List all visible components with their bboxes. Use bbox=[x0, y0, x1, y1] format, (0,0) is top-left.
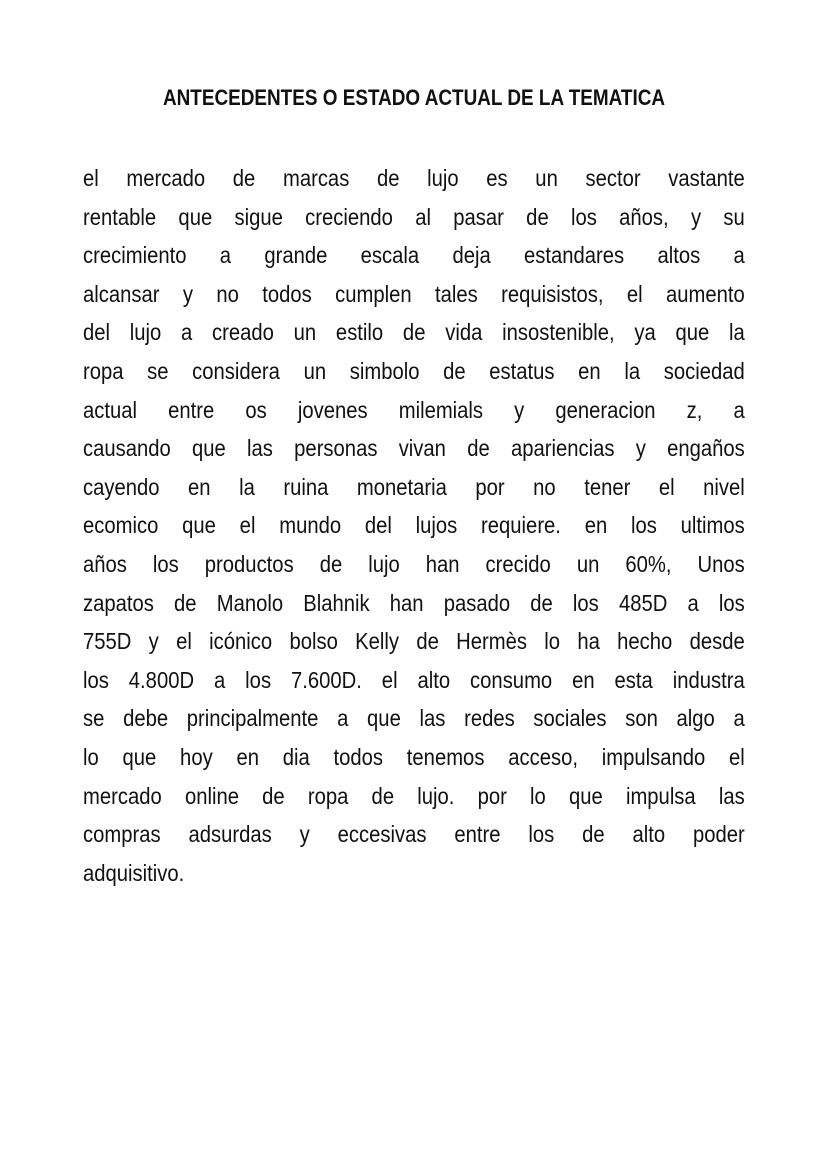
paragraph-line: se debe principalmente a que las redes sociales son algo a bbox=[83, 705, 745, 732]
paragraph-line: compras adsurdas y eccesivas entre los de alto poder bbox=[83, 821, 745, 848]
paragraph-line: cayendo en la ruina monetaria por no tener el nivel bbox=[83, 473, 745, 500]
paragraph-line: años los productos de lujo han crecido un 60%, Unos bbox=[83, 550, 745, 577]
paragraph-line: alcansar y no todos cumplen tales requisistos, el aumento bbox=[83, 280, 745, 307]
paragraph-line: ropa se considera un simbolo de estatus en la sociedad bbox=[83, 357, 745, 384]
paragraph-line: los 4.800D a los 7.600D. el alto consumo en esta industra bbox=[83, 666, 745, 693]
paragraph-line: causando que las personas vivan de apariencias y engaños bbox=[83, 435, 745, 462]
paragraph-line: crecimiento a grande escala deja estandares altos a bbox=[83, 242, 745, 269]
paragraph-line: mercado online de ropa de lujo. por lo que impulsa las bbox=[83, 782, 745, 809]
page-title: ANTECEDENTES O ESTADO ACTUAL DE LA TEMATICA bbox=[162, 85, 666, 110]
paragraph-line: zapatos de Manolo Blahnik han pasado de los 485D a los bbox=[83, 589, 745, 616]
paragraph-line: ecomico que el mundo del lujos requiere. en los ultimos bbox=[83, 512, 745, 539]
paragraph-line: el mercado de marcas de lujo es un sector vastante bbox=[83, 165, 745, 191]
paragraph-line: 755D y el icónico bolso Kelly de Hermès lo ha hecho desde bbox=[83, 628, 745, 655]
paragraph-line: del lujo a creado un estilo de vida insostenible, ya que la bbox=[83, 319, 745, 346]
paragraph-line: rentable que sigue creciendo al pasar de los años, y su bbox=[83, 203, 745, 230]
paragraph-line: lo que hoy en dia todos tenemos acceso, impulsando el bbox=[83, 743, 745, 770]
body-paragraph bbox=[83, 159, 745, 892]
paragraph-line: actual entre os jovenes milemials y generacion z, a bbox=[83, 396, 745, 423]
paragraph-line: adquisitivo. bbox=[83, 859, 185, 886]
